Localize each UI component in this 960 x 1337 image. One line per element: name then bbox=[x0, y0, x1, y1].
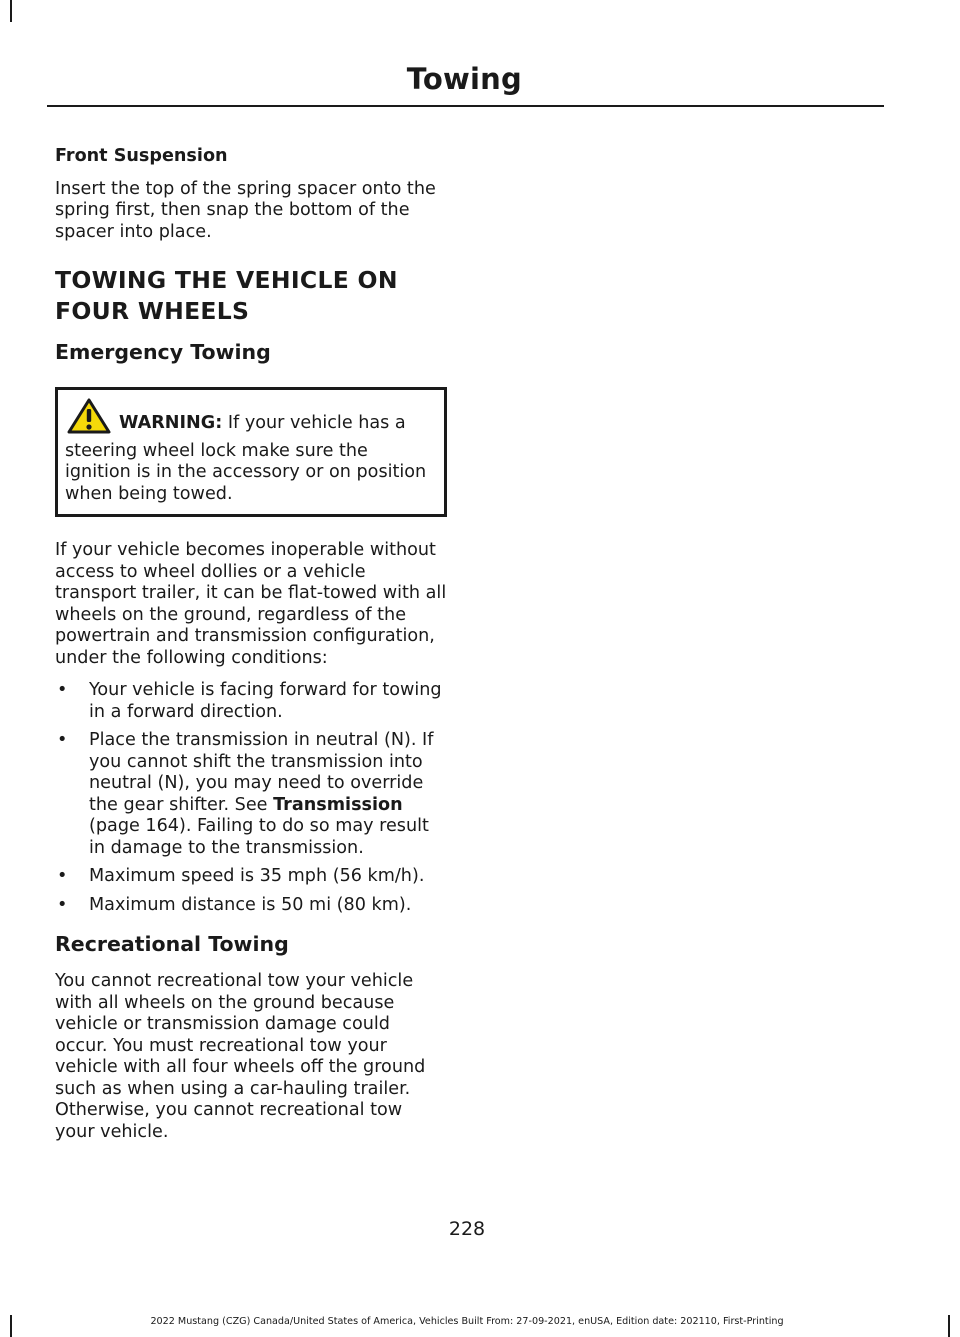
list-item bbox=[55, 866, 447, 888]
crop-mark-bottom-right bbox=[948, 1315, 950, 1337]
recreational-towing-heading: Recreational Towing bbox=[55, 932, 289, 956]
footer-edition-info: 2022 Mustang (CZG) Canada/United States of America, Vehicles Built From: 27-09-2021, enUSA, Edition date: 202110, First-Printing bbox=[150, 1316, 784, 1327]
emergency-towing-heading: Emergency Towing bbox=[55, 340, 271, 364]
list-item bbox=[55, 680, 447, 723]
bullet-symbol: • bbox=[57, 894, 68, 915]
header-divider bbox=[47, 105, 884, 107]
warning-label: WARNING: bbox=[119, 413, 223, 433]
conditions-list bbox=[55, 680, 447, 916]
warning-box bbox=[55, 387, 447, 517]
crop-mark-top-left bbox=[10, 0, 12, 22]
content-column bbox=[55, 146, 447, 1165]
list-item bbox=[55, 730, 447, 859]
page-header-title: Towing bbox=[406, 62, 522, 96]
section-title-line-1: TOWING THE VEHICLE ON bbox=[55, 266, 398, 294]
emergency-intro-text: If your vehicle becomes inoperable without access to wheel dollies or a vehicle transport trailer, it can be flat-towed with all wheels on the ground, regardless of the powertrain and transmission configuration, under the following conditions: bbox=[55, 540, 447, 668]
list-item-text: Your vehicle is facing forward for towing in a forward direction. bbox=[89, 680, 442, 722]
warning-text: If your vehicle has a steering wheel lock make sure the ignition is in the accessory or on position when being towed. bbox=[65, 413, 427, 504]
list-item-text-before: Place the transmission in neutral (N). If you cannot shift the transmission into neutral (N), you may need to override the gear shifter. See bbox=[89, 730, 434, 815]
list-item-text: Maximum distance is 50 mi (80 km). bbox=[89, 894, 412, 915]
transmission-cross-reference-link[interactable]: Transmission bbox=[273, 794, 403, 815]
bullet-symbol: • bbox=[57, 866, 68, 886]
front-suspension-heading: Front Suspension bbox=[55, 146, 228, 166]
section-title-line-2: FOUR WHEELS bbox=[55, 297, 250, 325]
warning-triangle-icon bbox=[67, 398, 111, 441]
page-number: 228 bbox=[448, 1218, 486, 1240]
list-item bbox=[55, 895, 447, 917]
bullet-symbol: • bbox=[57, 680, 68, 700]
bullet-symbol: • bbox=[57, 730, 68, 750]
recreational-towing-text: You cannot recreational tow your vehicle with all wheels on the ground because vehicle or transmission damage could occur. You must recreational tow your vehicle with all four wheels off the ground such as when using a car-hauling trailer. Otherwise, you cannot recreational tow your vehicle. bbox=[55, 971, 426, 1142]
front-suspension-text: Insert the top of the spring spacer onto the spring first, then snap the bottom of the spacer into place. bbox=[55, 178, 436, 242]
list-item-text: Maximum speed is 35 mph (56 km/h). bbox=[89, 866, 425, 886]
list-item-text-after: (page 164). Failing to do so may result in damage to the transmission. bbox=[89, 816, 429, 858]
section-title bbox=[55, 265, 447, 327]
